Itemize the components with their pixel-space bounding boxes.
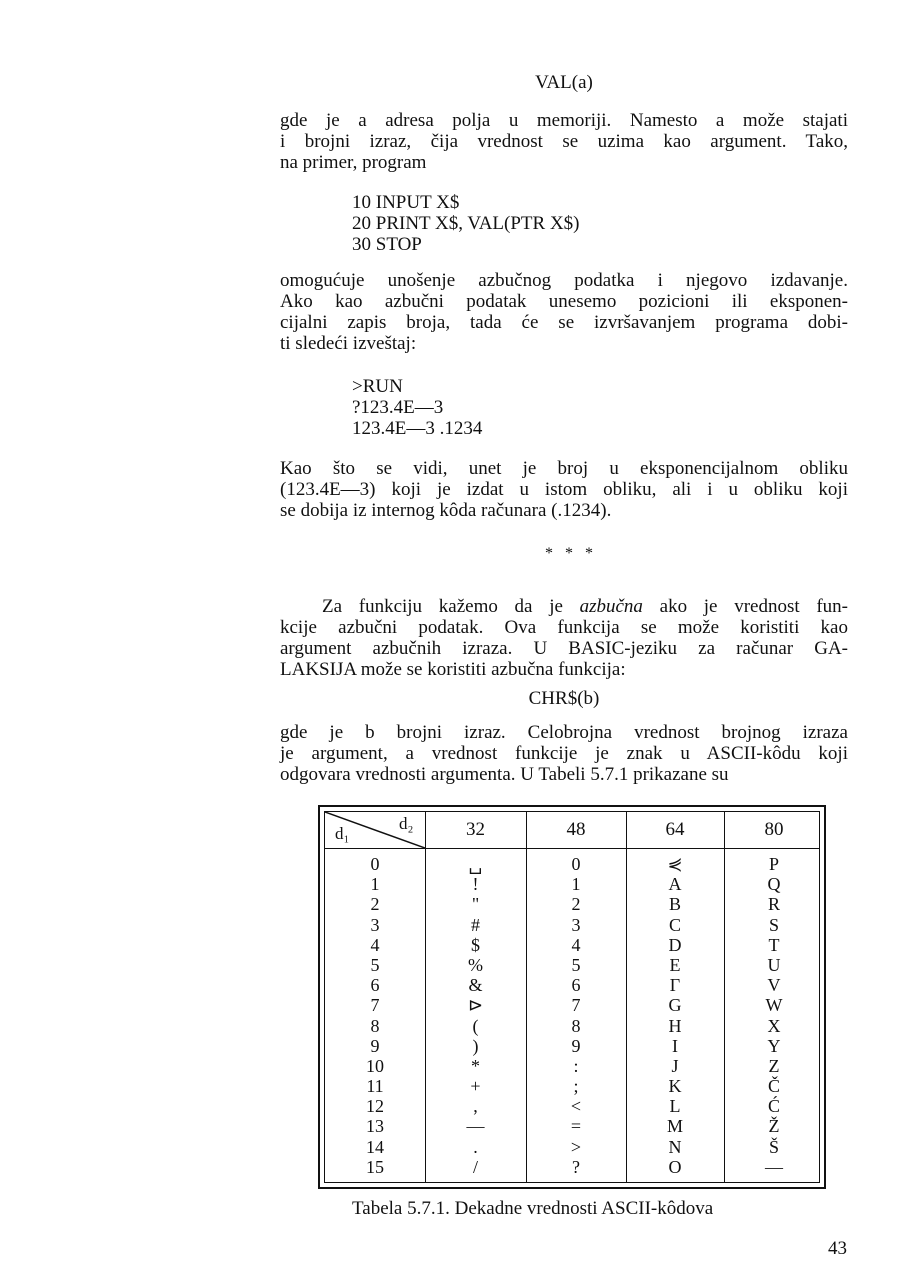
table-cell: — [466, 1116, 485, 1137]
table-cell: ? [572, 1156, 580, 1177]
table-cell: ) [472, 1035, 479, 1056]
table-cell: Č [767, 1076, 780, 1097]
code-line: 123.4E—3 .1234 [352, 418, 483, 439]
emphasis-term: azbučna [579, 596, 643, 617]
table-cell: ␣ [468, 854, 483, 874]
paragraph-line: je argument, a vrednost funkcije je znak u ASCII-kôdu koji [280, 743, 848, 764]
code-listing-run-output [352, 376, 482, 439]
paragraph-line: Ako kao azbučni podatak unesemo pozicioni ili eksponen- [280, 291, 848, 312]
table-cell: , [473, 1096, 478, 1117]
table-cell: 6 [370, 975, 380, 996]
header-32: 32 [466, 819, 485, 840]
table-cell: L [669, 1096, 681, 1117]
corner-label-d2: d₂ [399, 814, 414, 833]
function-heading-chr: CHR$(b) [528, 688, 600, 709]
table-cell: 9 [571, 1035, 581, 1056]
table-cell: 1 [370, 874, 380, 895]
table-cell: V [767, 975, 781, 996]
paragraph-1 [280, 110, 848, 173]
table-cell: : [573, 1055, 579, 1076]
table-cell: 7 [571, 995, 581, 1016]
ascii-table-grid [324, 811, 820, 1183]
paragraph-2 [280, 270, 848, 354]
table-cell: Y [767, 1035, 781, 1056]
table-cell: 2 [370, 894, 380, 915]
code-line: >RUN [352, 376, 403, 397]
table-cell: $ [471, 934, 480, 955]
table-cell: B [668, 894, 681, 915]
table-cell: — [765, 1156, 783, 1177]
table-cell: Š [768, 1136, 779, 1157]
paragraph-line: gde je a adresa polja u memoriji. Namesto a može stajati [280, 110, 848, 131]
table-cell: 3 [370, 914, 380, 935]
table-cell: C [668, 914, 681, 935]
table-cell: U [767, 954, 781, 975]
paragraph-line: kcije azbučni podatak. Ova funkcija se može koristiti kao [280, 617, 848, 638]
table-cell: 11 [366, 1076, 384, 1097]
table-cell: 8 [370, 1015, 380, 1036]
paragraph-5 [280, 722, 848, 785]
column-80 [724, 854, 824, 1177]
table-cell: 13 [366, 1116, 384, 1137]
table-cell: 9 [370, 1035, 380, 1056]
table-cell: 6 [571, 975, 581, 996]
paragraph-line: i brojni izraz, čija vrednost se uzima kao argument. Tako, [280, 131, 848, 152]
paragraph-line: (123.4E—3) koji je izdat u istom obliku, ali i u obliku koji [280, 479, 848, 500]
paragraph-line: cijalni zapis broja, tada će se izvršavanjem programa dobi- [280, 312, 848, 333]
table-cell: I [672, 1035, 678, 1056]
paragraph-4 [280, 596, 848, 680]
text-run: Za funkciju kažemo da je [322, 596, 580, 617]
section-separator: * * * [545, 545, 597, 562]
table-cell: A [668, 874, 682, 895]
text-run: ako je vrednost fun- [642, 596, 848, 617]
table-cell: % [468, 954, 483, 975]
header-48: 48 [566, 819, 586, 840]
paragraph-line: odgovara vrednosti argumenta. U Tabeli 5.7.1 prikazane su [280, 764, 729, 785]
paragraph-3 [280, 458, 848, 521]
table-cell: ; [573, 1076, 579, 1097]
table-cell: 4 [370, 934, 380, 955]
paragraph-line: omogućuje unošenje azbučnog podatka i njegovo izdavanje. [280, 270, 848, 291]
table-caption: Tabela 5.7.1. Dekadne vrednosti ASCII-kôdova [352, 1198, 714, 1219]
table-cell: < [570, 1096, 582, 1117]
table-cell: O [668, 1156, 682, 1177]
table-cell: H [668, 1015, 682, 1036]
table-cell: S [768, 914, 779, 935]
table-cell: ⋞ [667, 854, 683, 874]
table-cell: X [767, 1015, 781, 1036]
paragraph-line: Kao što se vidi, unet je broj u eksponencijalnom obliku [280, 458, 848, 479]
table-cell: & [468, 975, 483, 996]
paragraph-line: se dobija iz internog kôda računara (.1234). [280, 500, 612, 521]
table-cell: Ž [768, 1116, 780, 1137]
table-cell: 5 [571, 954, 581, 975]
table-cell: G [668, 995, 682, 1016]
table-cell: 8 [571, 1015, 581, 1036]
table-cell: 5 [370, 954, 380, 975]
corner-label-d1: d₁ [335, 824, 350, 843]
table-cell: 4 [571, 934, 581, 955]
table-cell: R [767, 894, 780, 915]
table-cell: P [768, 854, 779, 874]
table-cell: M [666, 1116, 683, 1137]
ascii-table [318, 805, 826, 1189]
table-cell: # [471, 914, 480, 935]
header-64: 64 [665, 819, 685, 840]
paragraph-line [280, 596, 848, 617]
table-cell: 2 [571, 894, 581, 915]
table-cell: 15 [366, 1156, 384, 1177]
table-cell: 12 [366, 1096, 384, 1117]
paragraph-line: na primer, program [280, 152, 427, 173]
paragraph-line: ti sledeći izveštaj: [280, 333, 417, 354]
header-divider [325, 848, 819, 849]
table-cell: 1 [571, 874, 581, 895]
table-cell: ⊳ [467, 995, 484, 1016]
code-listing-program [352, 192, 580, 255]
column-64 [626, 854, 724, 1177]
table-cell: 0 [370, 854, 380, 874]
table-cell: Q [767, 874, 781, 895]
table-cell: W [765, 995, 783, 1016]
table-cell: / [472, 1156, 478, 1177]
table-cell: 10 [366, 1055, 384, 1076]
header-80: 80 [764, 819, 784, 840]
table-cell: 7 [370, 995, 380, 1016]
code-line: ?123.4E—3 [352, 397, 444, 418]
code-line: 20 PRINT X$, VAL(PTR X$) [352, 213, 580, 234]
table-cell: ( [472, 1015, 479, 1036]
table-cell: 3 [571, 914, 581, 935]
paragraph-line: argument azbučnih izraza. U BASIC-jeziku za računar GA- [280, 638, 848, 659]
table-cell: T [768, 934, 780, 955]
table-cell: D [668, 934, 682, 955]
table-cell: " [471, 894, 480, 915]
table-cell: J [671, 1055, 679, 1076]
table-cell: K [668, 1076, 682, 1097]
column-32 [425, 854, 526, 1177]
table-cell: 14 [366, 1136, 384, 1157]
table-cell: Ć [767, 1096, 780, 1117]
page-number: 43 [828, 1238, 847, 1259]
table-cell: + [470, 1076, 481, 1097]
table-cell: Г [669, 975, 681, 996]
table-cell: > [570, 1136, 582, 1157]
table-cell: E [669, 954, 681, 975]
table-cell: N [668, 1136, 682, 1157]
table-cell: 0 [571, 854, 581, 874]
table-cell: * [471, 1055, 480, 1076]
function-heading-val: VAL(a) [535, 72, 593, 93]
column-48 [526, 854, 626, 1177]
table-cell: . [473, 1136, 478, 1157]
column-d1 [325, 854, 425, 1177]
paragraph-line: LAKSIJA može se koristiti azbučna funkcija: [280, 659, 626, 680]
table-cell: ! [472, 874, 479, 895]
paragraph-line: gde je b brojni izraz. Celobrojna vrednost brojnog izraza [280, 722, 848, 743]
table-cell: = [570, 1116, 582, 1137]
code-line: 10 INPUT X$ [352, 192, 460, 213]
code-line: 30 STOP [352, 234, 422, 255]
table-cell: Z [768, 1055, 780, 1076]
